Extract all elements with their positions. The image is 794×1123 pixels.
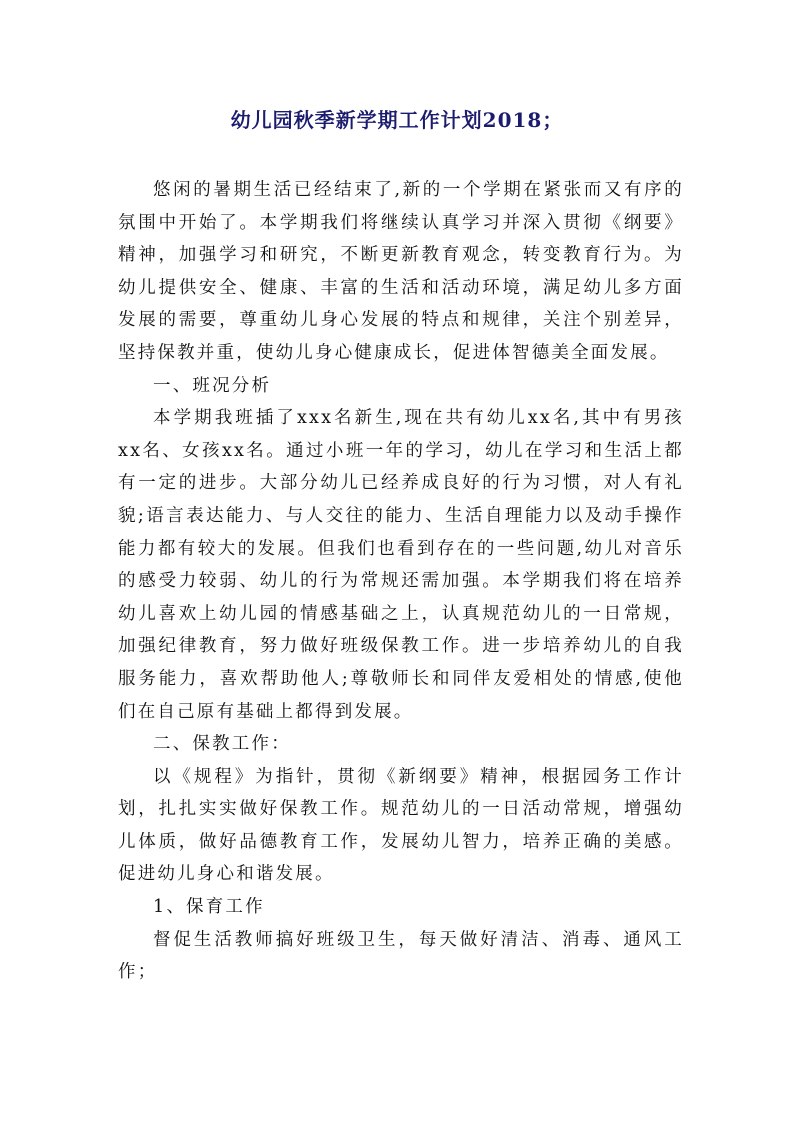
class-analysis-paragraph: 本学期我班插了xxx名新生,现在共有幼儿xx名,其中有男孩xx名、女孩xx名。通过小班一年的学习，幼儿在学习和生活上都有一定的进步。大部分幼儿已经养成良好的行为习惯，对人有礼貌;语言表达能力、与人交往的能力、生活自理能力以及动手操作能力都有较大的发展。但我们也看到存在的一些问题,幼儿对音乐的感受力较弱、幼儿的行为常规还需加强。本学期我们将在培养幼儿喜欢上幼儿园的情感基础之上，认真规范幼儿的一日常规，加强纪律教育，努力做好班级保教工作。进一步培养幼儿的自我服务能力，喜欢帮助他人;尊敬师长和同伴友爱相处的情感,使他们在自己原有基础上都得到发展。 — [118, 408, 684, 722]
section-heading-care-education: 二、保教工作： — [153, 734, 291, 755]
section-heading-class-analysis: 一、班况分析 — [153, 375, 272, 396]
care-education-paragraph: 以《规程》为指针，贯彻《新纲要》精神，根据园务工作计划，扎扎实实做好保教工作。规范幼儿的一日活动常规，增强幼儿体质，做好品德教育工作，发展幼儿智力，培养正确的美感。促进幼儿身心和谐发展。 — [118, 766, 684, 885]
care-work-paragraph: 督促生活教师搞好班级卫生，每天做好清洁、消毒、通风工作； — [118, 929, 684, 983]
subsection-heading-care-work: 1、保育工作 — [153, 897, 265, 918]
document-title: 幼儿园秋季新学期工作计划2018； — [230, 108, 564, 132]
document-body — [118, 174, 684, 989]
intro-paragraph: 悠闲的暑期生活已经结束了,新的一个学期在紧张而又有序的氛围中开始了。本学期我们将继续认真学习并深入贯彻《纲要》精神，加强学习和研究，不断更新教育观念，转变教育行为。为幼儿提供安全、健康、丰富的生活和活动环境，满足幼儿多方面发展的需要，尊重幼儿身心发展的特点和规律，关注个别差异，坚持保教并重，使幼儿身心健康成长，促进体智德美全面发展。 — [118, 180, 684, 363]
